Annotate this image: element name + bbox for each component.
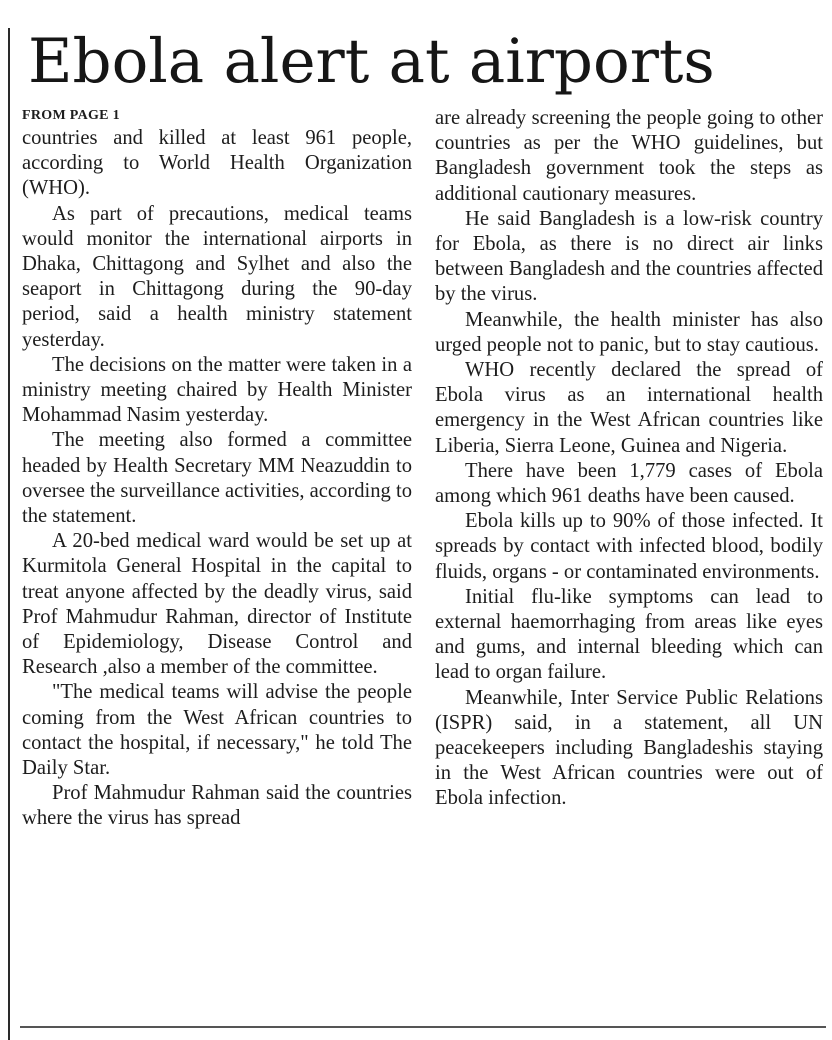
paragraph: Ebola kills up to 90% of those infected. It spreads by contact with infected blood, bodily fluids, organs - or contaminated environments. bbox=[435, 510, 823, 583]
paragraph: WHO recently declared the spread of Ebola virus as an international health emergency in the West African countries like Liberia, Sierra Leone, Guinea and Nigeria. bbox=[435, 359, 823, 457]
paragraph: Prof Mahmudur Rahman said the countries where the virus has spread bbox=[22, 782, 412, 830]
paragraph: countries and killed at least 961 people, according to World Health Organization (WHO). bbox=[22, 127, 412, 200]
article-column-right bbox=[435, 106, 823, 812]
left-column-rule bbox=[8, 28, 10, 1040]
paragraph: Initial flu-like symptoms can lead to external haemorrhaging from areas like eyes and gums, and internal bleeding which can lead to organ failure. bbox=[435, 585, 823, 684]
paragraph: Meanwhile, Inter Service Public Relations (ISPR) said, in a statement, all UN peacekeepers including Bangladeshis staying in the West African countries were out of Ebola infection. bbox=[435, 686, 823, 810]
headline: Ebola alert at airports bbox=[28, 26, 715, 97]
continuation-kicker: FROM PAGE 1 bbox=[22, 108, 120, 123]
paragraph: A 20-bed medical ward would be set up at Kurmitola General Hospital in the capital to treat anyone affected by the deadly virus, said Prof Mahmudur Rahman, director of Institute of Epidemiology, Disease Control and Research ,also a member of the committee. bbox=[22, 530, 412, 679]
bottom-rule bbox=[20, 1026, 826, 1028]
paragraph: Meanwhile, the health minister has also urged people not to panic, but to stay cautious. bbox=[435, 308, 823, 356]
paragraph: There have been 1,779 cases of Ebola among which 961 deaths have been caused. bbox=[435, 459, 823, 508]
paragraph: The meeting also formed a committee headed by Health Secretary MM Neazuddin to oversee the surveillance activities, according to the statement. bbox=[22, 429, 412, 528]
paragraph: The decisions on the matter were taken in a ministry meeting chaired by Health Minister Mohammad Nasim yesterday. bbox=[22, 353, 412, 427]
article-column-left bbox=[22, 106, 412, 832]
paragraph: He said Bangladesh is a low-risk country for Ebola, as there is no direct air links between Bangladesh and the countries affected by the virus. bbox=[435, 207, 823, 306]
paragraph: are already screening the people going to other countries as per the WHO guidelines, but Bangladesh government took the steps as additional cautionary measures. bbox=[435, 107, 823, 205]
paragraph: "The medical teams will advise the people coming from the West African countries to contact the hospital, if necessary," he told The Daily Star. bbox=[22, 681, 412, 780]
paragraph: As part of precautions, medical teams would monitor the international airports in Dhaka, Chittagong and Sylhet and also the seaport in Chittagong during the 90-day period, said a health ministry statement yesterday. bbox=[22, 202, 412, 351]
